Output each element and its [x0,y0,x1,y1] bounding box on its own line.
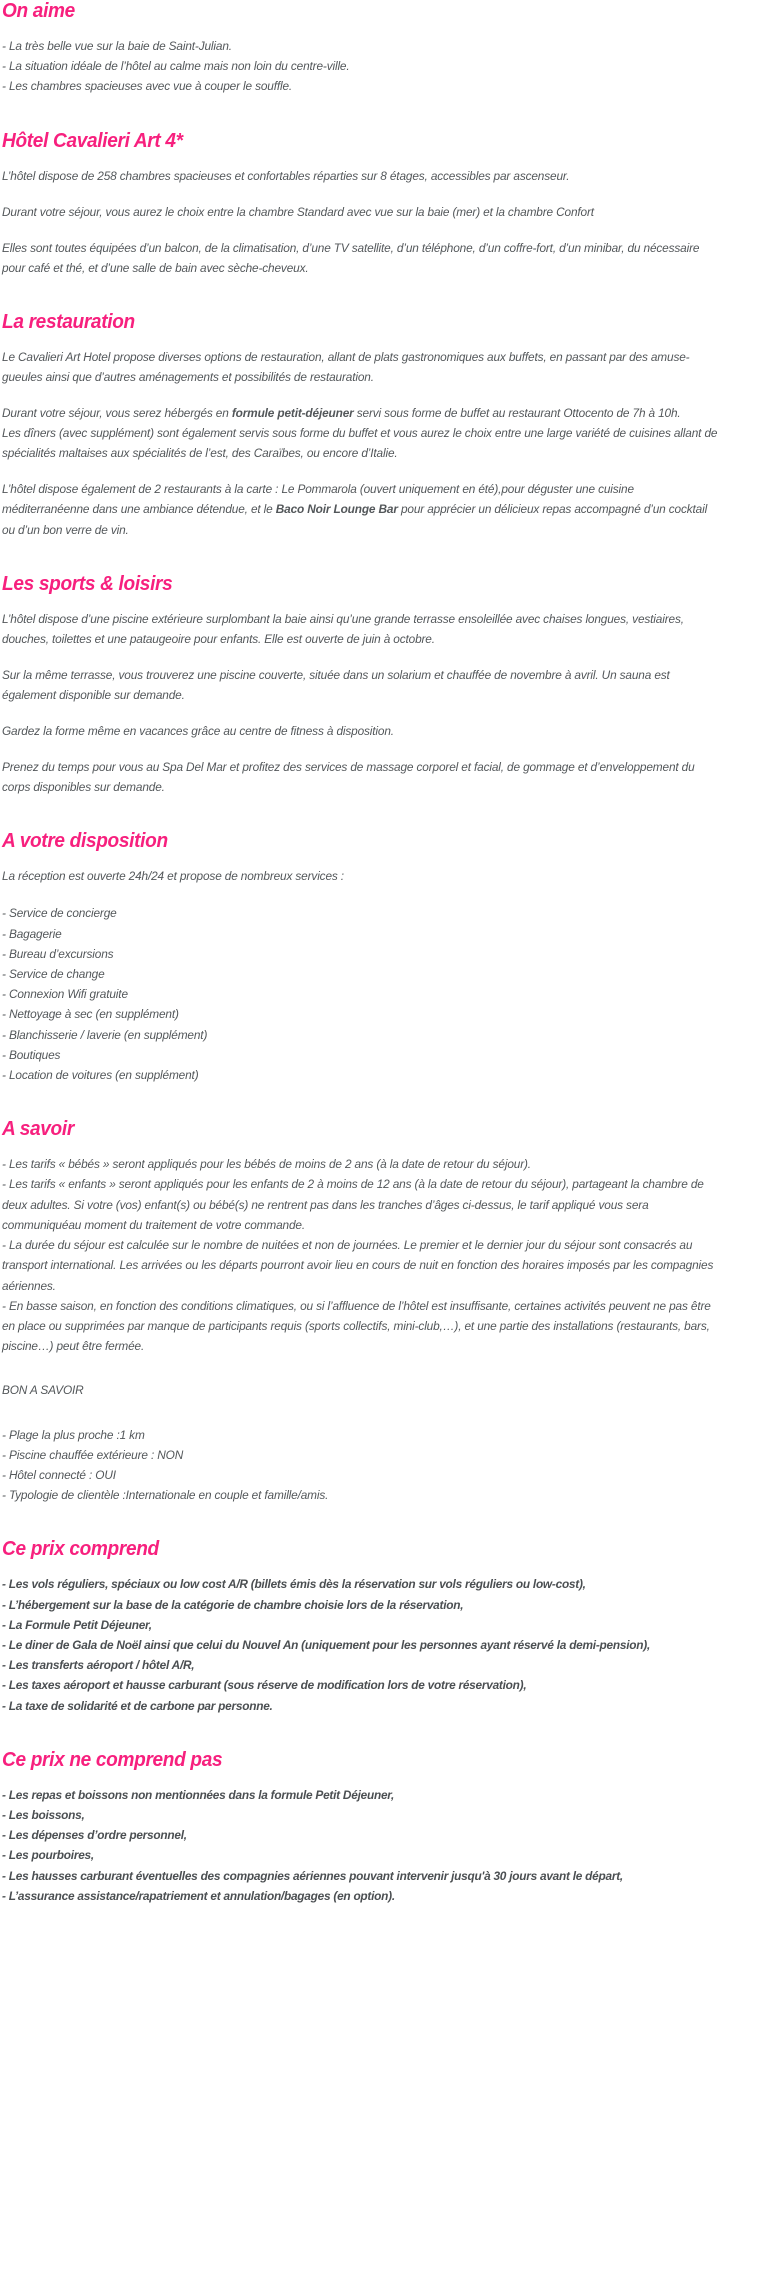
section-on-aime [2,0,754,97]
section-sports-loisirs [2,573,754,798]
list-item: - Blanchisserie / laverie (en supplément) [2,1027,208,1042]
emphasis-baco-noir-lounge-bar: Baco Noir Lounge Bar [275,502,398,517]
paragraph: Sur la même terrasse, vous trouverez une piscine couverte, située dans un solarium et chauffée de novembre à avril. Un sauna est également disponible sur demande. [2,667,670,702]
paragraph: Les dîners (avec supplément) sont également servis sous forme du buffet et vous aurez le choix entre une large variété de cuisines allant de spécialités maltaises aux spécialités de l’est, des Caraïbes, ou encore d’Italie. [2,426,718,461]
list-item: - Les vols réguliers, spéciaux ou low cost A/R (billets émis dès la réservation sur vols réguliers ou low-cost), [2,1577,586,1592]
services-list [2,903,754,1085]
list-item: - Les tarifs « enfants » seront appliqués pour les enfants de 2 à moins de 12 ans (à la date de retour du séjour), partageant la chambre de deux adultes. Si votre (vos) enfant(s) ou bébé(s) ne rentrent pas dans les tranches d’âges ci-dessus, le tarif appliqué vous sera communiquéau moment du traitement de votre commande. [2,1177,704,1232]
list-item: - L’hébergement sur la base de la catégorie de chambre choisie lors de la réservation, [2,1597,464,1612]
list-item: - Service de concierge [2,906,117,921]
text-run: Durant votre séjour, vous serez hébergés en [2,406,232,421]
emphasis-formule-petit-dejeuner: formule petit-déjeuner [231,406,354,421]
notes-list [2,1154,754,1356]
list-item: - En basse saison, en fonction des conditions climatiques, ou si l’affluence de l’hôtel est insuffisante, certaines activités peuvent ne pas être en place ou supprimées par manque de participants requis (sports collectifs, mini-club,…), et une partie des installations (restaurants, bars, piscine…) peut être fermée. [2,1298,711,1354]
list-item: - L’assurance assistance/rapatriement et annulation/bagages (en option). [2,1888,395,1903]
list-item: - Les tarifs « bébés » seront appliqués pour les bébés de moins de 2 ans (à la date de retour du séjour). [2,1157,531,1172]
paragraph: L’hôtel dispose d’une piscine extérieure surplombant la baie ainsi qu’une grande terrasse ensoleillée avec chaises longues, vestiaires, douches, toilettes et une pataugeoire pour enfants. Elle est ouverte de juin à octobre. [2,611,684,646]
on-aime-list [2,36,754,97]
list-item: - Les dépenses d’ordre personnel, [2,1828,187,1843]
section-title-sports-loisirs: Les sports & loisirs [2,571,173,595]
list-item: - Location de voitures (en supplément) [2,1068,199,1083]
list-item: - Les transferts aéroport / hôtel A/R, [2,1658,195,1673]
section-title-la-restauration: La restauration [2,309,135,333]
section-title-on-aime: On aime [2,0,75,22]
list-item: - Les boissons, [2,1808,85,1823]
list-item: - Les repas et boissons non mentionnées dans la formule Petit Déjeuner, [2,1787,395,1802]
list-item: - La très belle vue sur la baie de Saint-Julian. [2,38,232,53]
list-item: - Bagagerie [2,926,62,941]
section-ce-prix-ne-comprend-pas [2,1749,754,1906]
list-item: - Hôtel connecté : OUI [2,1467,116,1482]
list-item: - Les hausses carburant éventuelles des compagnies aériennes pouvant intervenir jusqu'à 30 jours avant le départ, [2,1868,623,1883]
list-item: - Le diner de Gala de Noël ainsi que celui du Nouvel An (uniquement pour les personnes ayant réservé la demi-pension), [2,1637,651,1652]
list-item: - Service de change [2,966,105,981]
list-item: - Les pourboires, [2,1848,94,1863]
reception-intro: La réception est ouverte 24h/24 et propose de nombreux services : [2,869,344,884]
section-a-votre-disposition [2,830,754,1085]
list-item: - Piscine chauffée extérieure : NON [2,1447,184,1462]
paragraph: Durant votre séjour, vous aurez le choix entre la chambre Standard avec vue sur la baie (mer) et la chambre Confort [2,204,594,219]
paragraph: L’hôtel dispose de 258 chambres spacieuses et confortables réparties sur 8 étages, accessibles par ascenseur. [2,168,570,183]
included-list [2,1574,754,1716]
paragraph: Elles sont toutes équipées d’un balcon, de la climatisation, d’une TV satellite, d’un téléphone, d’un coffre-fort, d’un minibar, du nécessaire pour café et thé, et d’une salle de bain avec sèche-cheveux. [2,240,700,275]
section-title-ce-prix-comprend: Ce prix comprend [2,1537,159,1561]
facts-list [2,1425,754,1506]
list-item: - La situation idéale de l’hôtel au calme mais non loin du centre-ville. [2,59,350,74]
excluded-list [2,1785,754,1906]
section-title-a-votre-disposition: A votre disposition [2,829,168,853]
list-item: - Connexion Wifi gratuite [2,987,128,1002]
list-item: - Bureau d’excursions [2,946,114,961]
section-a-savoir [2,1118,754,1505]
section-title-hotel-cavalieri: Hôtel Cavalieri Art 4* [2,128,183,152]
section-ce-prix-comprend [2,1538,754,1715]
section-title-a-savoir: A savoir [2,1117,74,1141]
list-item: - La durée du séjour est calculée sur le nombre de nuitées et non de journées. Le premier et le dernier jour du séjour sont consacrés au transport international. Les arrivées ou les départs pourront avoir lieu en cours de nuit en fonction des horaires imposés par les compagnies aériennes. [2,1238,714,1293]
list-item: - Typologie de clientèle :Internationale en couple et famille/amis. [2,1488,329,1503]
section-la-restauration [2,311,754,540]
list-item: - Les chambres spacieuses avec vue à couper le souffle. [2,79,293,94]
text-run: servi sous forme de buffet au restaurant Ottocento de 7h à 10h. [353,406,681,421]
text-run: pour apprécier un délicieux repas accompagné d’un cocktail ou d’un bon verre de vin. [2,502,708,537]
paragraph-breakfast [2,403,720,423]
list-item: - Boutiques [2,1047,61,1062]
paragraph-restaurants [2,479,720,539]
paragraph: Gardez la forme même en vacances grâce au centre de fitness à disposition. [2,723,394,738]
list-item: - La Formule Petit Déjeuner, [2,1617,152,1632]
list-item: - Plage la plus proche :1 km [2,1427,145,1442]
paragraph: Prenez du temps pour vous au Spa Del Mar et profitez des services de massage corporel et facial, de gommage et d’enveloppement du corps disponibles sur demande. [2,760,695,795]
section-hotel-cavalieri [2,130,754,278]
paragraph: Le Cavalieri Art Hotel propose diverses options de restauration, allant de plats gastronomiques aux buffets, en passant par des amuse-gueules ainsi que d’autres aménagements et possibilités de restauration. [2,349,690,384]
list-item: - La taxe de solidarité et de carbone par personne. [2,1698,273,1713]
section-title-ce-prix-ne-comprend-pas: Ce prix ne comprend pas [2,1747,223,1771]
list-item: - Nettoyage à sec (en supplément) [2,1007,179,1022]
list-item: - Les taxes aéroport et hausse carburant (sous réserve de modification lors de votre réservation), [2,1678,527,1693]
text-run: L’hôtel dispose également de 2 restaurants à la carte : Le Pommarola (ouvert uniquement en été),pour déguster une cuisine méditerranéenne dans une ambiance détendue, et le [2,482,634,517]
subheading-bon-a-savoir: BON A SAVOIR [2,1383,84,1398]
